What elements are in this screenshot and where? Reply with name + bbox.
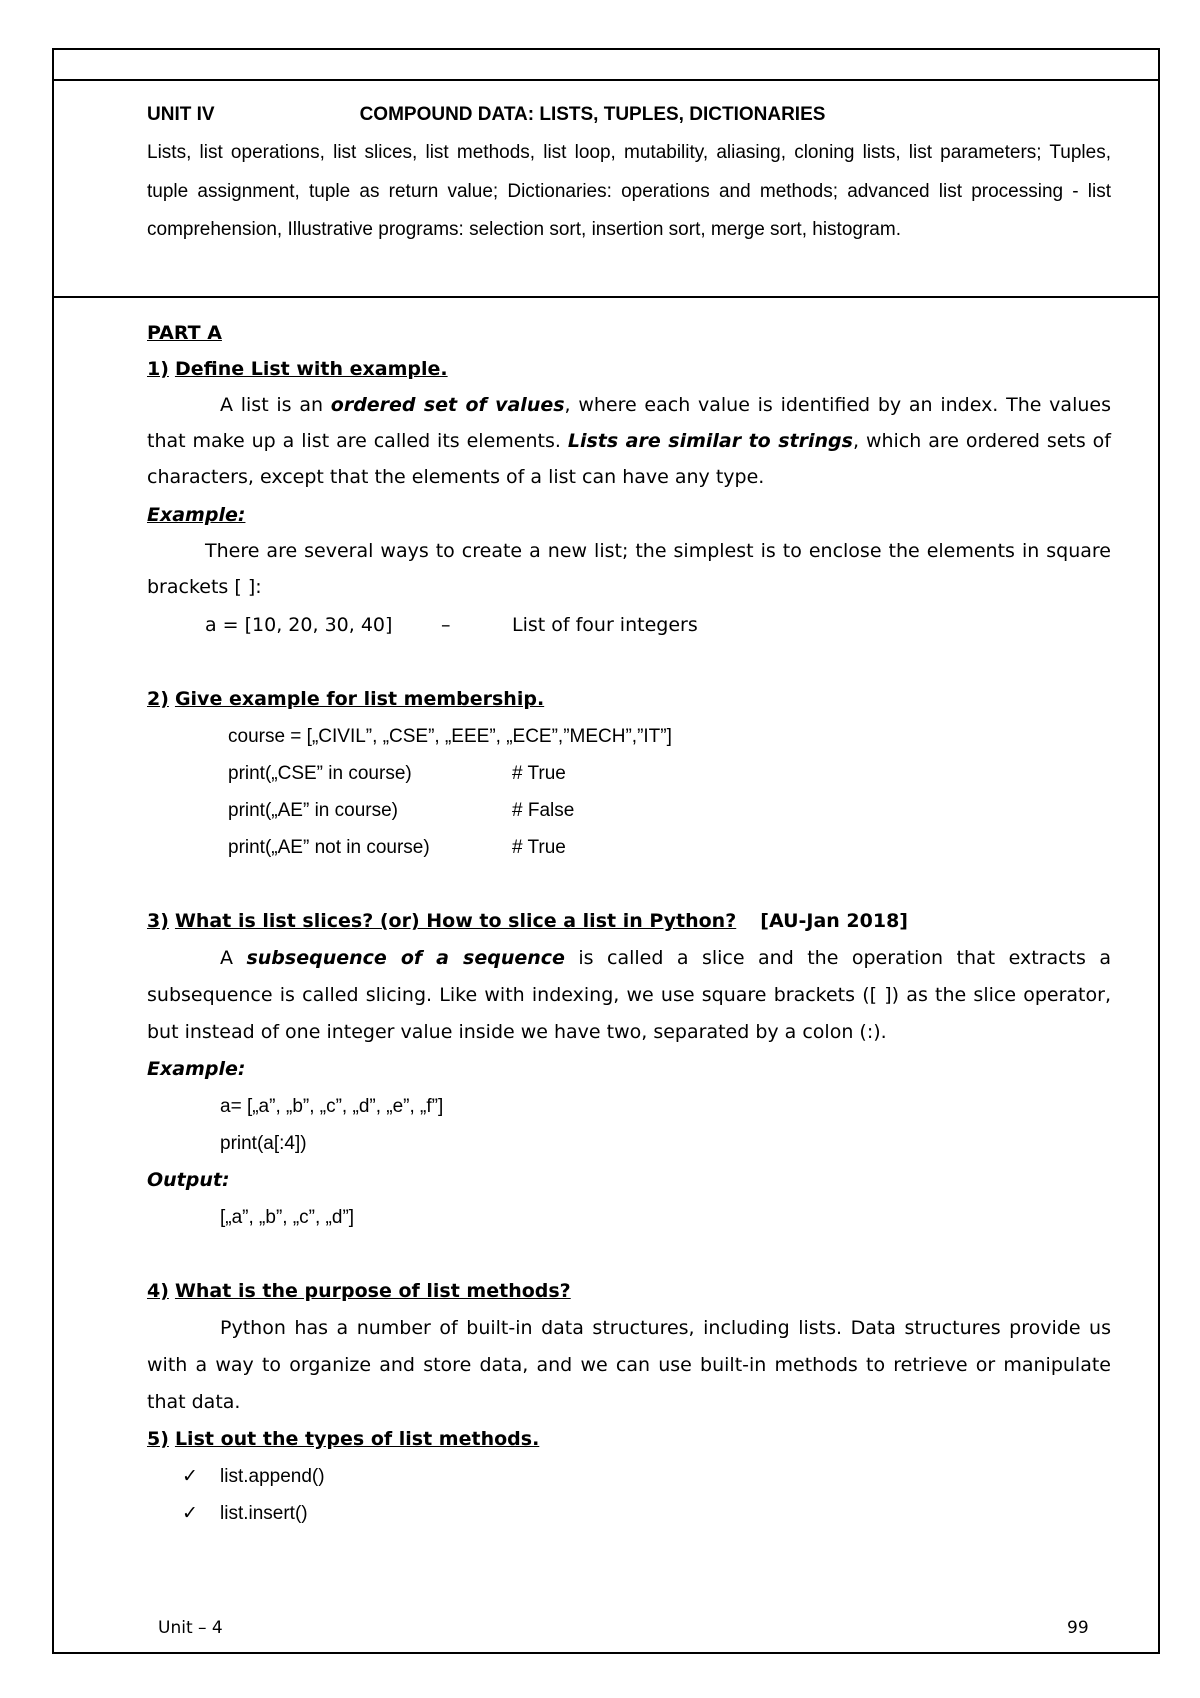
example-label-3: Example: [147, 1058, 246, 1080]
q3-output-label [147, 1162, 1111, 1199]
question-3-heading [147, 903, 1111, 940]
question-2-title: Give example for list membership. [174, 688, 545, 710]
question-1-title: Define List with example. [174, 358, 448, 380]
code-text: print(„CSE” in course) [228, 763, 412, 784]
q3-example-label [147, 1051, 1111, 1088]
syllabus-text: Lists, list operations, list slices, list methods, list loop, mutability, aliasing, cloning lists, list parameters; Tuples, tuple assignment, tuple as return value; Dictionaries: operations and methods; advanced list processing - list comprehension, Illustrative programs: selection sort, insertion sort, merge sort, histogram. [147, 142, 1111, 240]
output-label: Output: [147, 1169, 230, 1191]
checkmark-icon: ✓ [182, 1466, 198, 1487]
q1-emphasis-2: Lists are similar to strings [567, 430, 853, 452]
list-item [182, 1495, 308, 1532]
code-line [228, 755, 928, 792]
q3-code-1: a= [„a”, „b”, „c”, „d”, „e”, „f”] [220, 1096, 444, 1117]
list-item-text: list.append() [220, 1466, 325, 1487]
q1-example-text: There are several ways to create a new list; the simplest is to enclose the elements in square brackets [ ]: [147, 540, 1111, 598]
q3-code-2: print(a[:4]) [220, 1133, 307, 1154]
unit-heading [147, 96, 825, 133]
question-4-number: 4) [147, 1280, 169, 1302]
q1-code-desc: List of four integers [512, 614, 698, 636]
q1-text-a: A list is an [220, 394, 331, 416]
question-4-heading [147, 1273, 1111, 1310]
q1-code-line [205, 607, 805, 644]
list-item [182, 1458, 325, 1495]
unit-title: COMPOUND DATA: LISTS, TUPLES, DICTIONARIES [359, 104, 826, 125]
section-divider [52, 296, 1160, 298]
q3-text-a: A [220, 947, 247, 969]
question-3-number: 3) [147, 910, 169, 932]
question-3-answer [147, 940, 1111, 1051]
q1-dash: – [441, 614, 451, 636]
question-3-tag: [AU-Jan 2018] [760, 910, 908, 932]
checkmark-icon: ✓ [182, 1503, 198, 1524]
top-rule [52, 79, 1160, 81]
question-2-heading [147, 681, 1111, 718]
code-line [228, 829, 928, 866]
code-comment: # True [512, 837, 566, 858]
question-4-answer: Python has a number of built-in data structures, including lists. Data structures provide us with a way to organize and store data, and we can use built-in methods to retrieve or manipulate that data. [147, 1317, 1111, 1413]
question-5-heading [147, 1421, 1111, 1458]
q1-text-b: , where each value is identified by an index. The values that make up a list are called its elements. [147, 394, 1111, 452]
question-3-title: What is list slices? (or) How to slice a list in Python? [174, 910, 737, 932]
question-1-number: 1) [147, 358, 169, 380]
code-text: print(„AE” not in course) [228, 837, 430, 858]
q1-code: a = [10, 20, 30, 40] [205, 614, 393, 636]
code-text: course = [„CIVIL”, „CSE”, „EEE”, „ECE”,”MECH”,”IT”] [228, 726, 672, 747]
q1-example-label [147, 497, 1111, 534]
code-comment: # False [512, 800, 575, 821]
footer-unit: Unit – 4 [158, 1618, 223, 1638]
q1-emphasis-1: ordered set of values [330, 394, 565, 416]
code-line [228, 792, 928, 829]
question-1-heading [147, 351, 1111, 388]
example-label-1: Example: [147, 504, 246, 526]
question-4-title: What is the purpose of list methods? [174, 1280, 571, 1302]
part-heading [147, 315, 1111, 352]
question-5-title: List out the types of list methods. [174, 1428, 540, 1450]
part-label: PART A [147, 322, 222, 344]
code-text: print(„AE” in course) [228, 800, 398, 821]
list-item-text: list.insert() [220, 1503, 308, 1524]
q1-text-c: , which are ordered sets of characters, except that the elements of a list can have any type. [147, 430, 1111, 488]
question-5-number: 5) [147, 1428, 169, 1450]
code-line [228, 718, 672, 755]
question-2-number: 2) [147, 688, 169, 710]
page-number: 99 [1067, 1618, 1089, 1638]
q3-emphasis: subsequence of a sequence [246, 947, 565, 969]
unit-number: UNIT IV [147, 104, 215, 125]
question-1-answer [147, 387, 1111, 495]
code-comment: # True [512, 763, 566, 784]
q3-text-b: is called a slice and the operation that extracts a subsequence is called slicing. Like with indexing, we use square brackets ([ ]) as the slice operator, but instead of one integer value inside we have two, separated by a colon (:). [147, 947, 1111, 1043]
q3-output: [„a”, „b”, „c”, „d”] [220, 1207, 355, 1228]
